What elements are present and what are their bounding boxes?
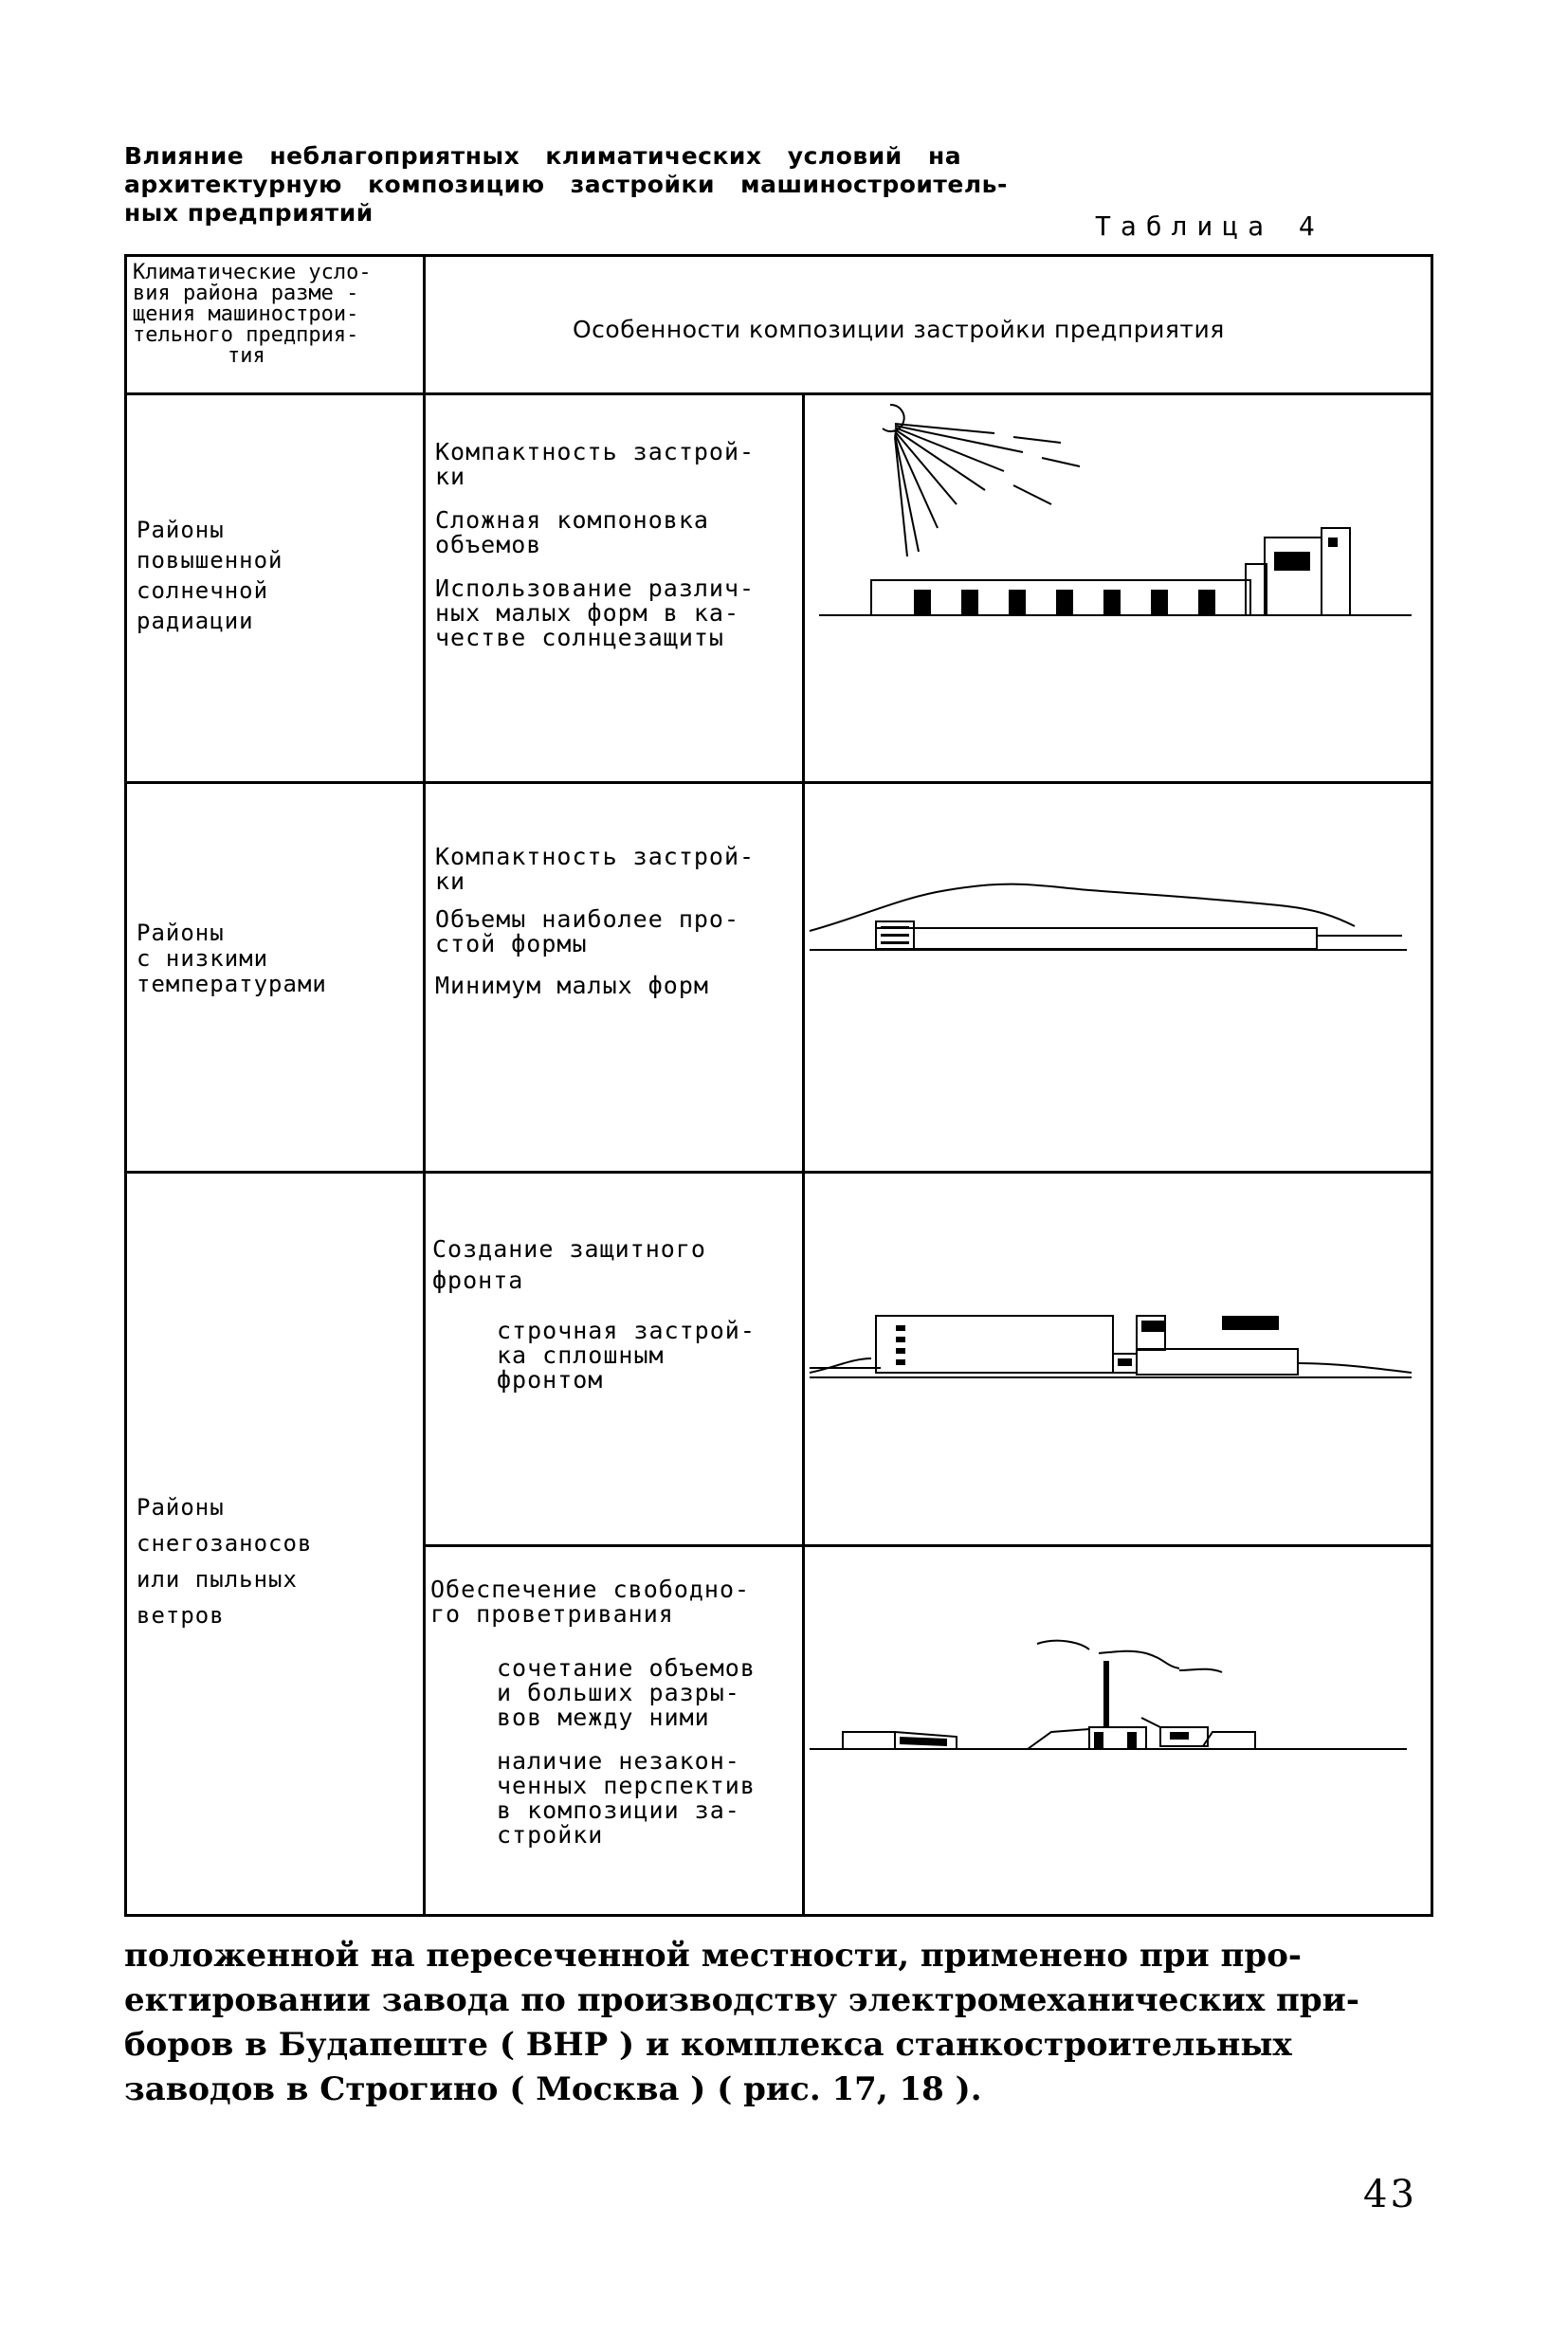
feature-line: ных малых форм в ка-	[435, 599, 740, 627]
header-line: тия	[228, 346, 265, 367]
condition-line: повышенной	[137, 547, 283, 574]
feature-line: Использование различ-	[435, 574, 756, 602]
row3b-features	[430, 1577, 750, 1627]
feature-line: строчная застрой-	[497, 1317, 756, 1344]
condition-line: температурами	[137, 971, 327, 997]
body-line: боров в Будапеште ( ВНР ) и комплекса станкостроительных	[124, 2026, 1292, 2064]
table-caption	[124, 142, 1034, 228]
feature-line: ки	[435, 463, 466, 490]
row3-condition	[137, 1489, 312, 1633]
feature-line: вов между ними	[497, 1704, 710, 1731]
feature-line: честве солнцезащиты	[435, 624, 724, 651]
feature-line: ченных перспектив	[497, 1772, 756, 1799]
feature-line: ки	[435, 867, 466, 895]
feature-line: и больших разры-	[497, 1679, 740, 1706]
condition-line: Районы	[137, 1494, 225, 1521]
feature-line: Компактность застрой-	[435, 843, 756, 870]
row2-features	[435, 845, 755, 998]
caption-line: архитектурную композицию застройки машиностроитель-	[124, 171, 1008, 198]
row1-features	[435, 440, 755, 650]
feature-line: стой формы	[435, 930, 588, 957]
feature-line: наличие незакон-	[497, 1747, 740, 1775]
row3a-features	[432, 1233, 706, 1296]
low-temperature-illustration	[805, 784, 1431, 1168]
feature-line: го проветривания	[430, 1600, 674, 1628]
table-number-label: Таблица 4	[1095, 210, 1324, 242]
header-line: щения машинострои-	[133, 304, 359, 325]
caption-line: ных предприятий	[124, 199, 374, 227]
condition-line: снегозаносов	[137, 1530, 313, 1557]
body-line: заводов в Строгино ( Москва ) ( рис. 17, 18 ).	[124, 2070, 982, 2108]
feature-line: фронтом	[497, 1366, 604, 1394]
feature-line: ка сплошным	[497, 1341, 665, 1369]
header-features: Особенности композиции застройки предприятия	[573, 316, 1225, 343]
feature-line: Создание защитного	[432, 1235, 706, 1263]
body-line: ектировании завода по производству электромеханических при-	[124, 1981, 1359, 2019]
condition-line: ветров	[137, 1602, 225, 1629]
feature-line: Компактность застрой-	[435, 438, 756, 465]
body-line: положенной на пересеченной местности, применено при про-	[124, 1937, 1302, 1975]
row1-condition	[137, 515, 283, 636]
row3b-details-2	[497, 1749, 756, 1848]
caption-line: Влияние неблагоприятных климатических условий на	[124, 142, 962, 170]
header-line: Климатические усло-	[133, 263, 372, 283]
feature-line: стройки	[497, 1821, 604, 1849]
protective-front-illustration	[805, 1174, 1431, 1543]
feature-line: Обеспечение свободно-	[430, 1576, 751, 1603]
row2-condition	[137, 920, 327, 997]
condition-line: или пыльных	[137, 1566, 298, 1593]
condition-line: с низкими	[137, 945, 269, 972]
sun-radiation-illustration	[805, 395, 1431, 779]
condition-line: солнечной	[137, 577, 269, 604]
body-paragraph	[124, 1934, 1395, 2112]
page-number: 43	[1363, 2173, 1417, 2216]
ventilation-illustration	[805, 1547, 1431, 1912]
condition-line: радиации	[137, 608, 254, 634]
feature-line: сочетание объемов	[497, 1654, 756, 1682]
climate-table	[124, 254, 1433, 1917]
feature-line: в композиции за-	[497, 1796, 740, 1824]
header-conditions	[133, 263, 423, 367]
condition-line: Районы	[137, 517, 225, 543]
header-line: тельного предприя-	[133, 325, 359, 346]
feature-line: фронта	[432, 1267, 524, 1294]
feature-line: Сложная компоновка	[435, 506, 709, 534]
header-line: вия района разме -	[133, 283, 359, 304]
feature-line: Минимум малых форм	[435, 972, 709, 999]
condition-line: Районы	[137, 920, 225, 946]
row3a-details	[497, 1319, 756, 1393]
feature-line: объемов	[435, 531, 542, 558]
row3b-details-1	[497, 1656, 756, 1730]
feature-line: Объемы наиболее про-	[435, 905, 740, 933]
